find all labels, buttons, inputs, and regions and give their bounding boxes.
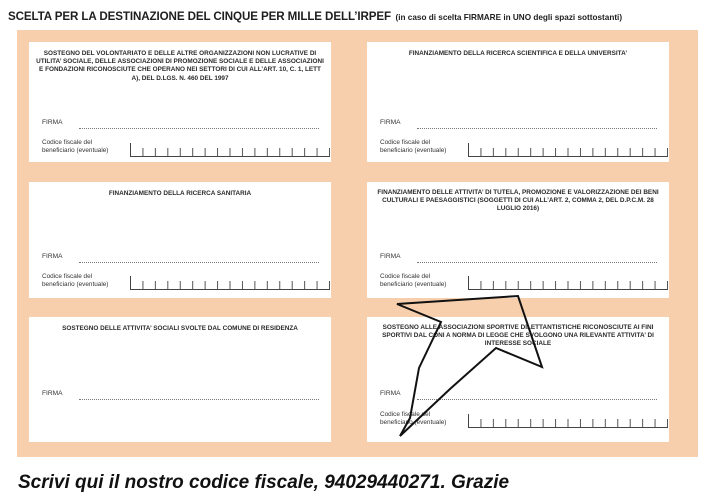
box-ricerca-scientifica: [367, 42, 669, 162]
box-comune-residenza: [29, 317, 331, 442]
form-title: [8, 7, 713, 25]
box-title: FINANZIAMENTO DELLA RICERCA SANITARIA: [108, 190, 252, 197]
box-title: SOSTEGNO DELLE ATTIVITA’ SOCIALI SVOLTE DAL COMUNE DI RESIDENZA: [62, 325, 298, 332]
firma-label: FIRMA: [380, 119, 401, 126]
codice-fiscale-input[interactable]: [130, 143, 330, 157]
firma-signature-line[interactable]: [79, 128, 319, 129]
codice-fiscale-label: Codice fiscale del beneficiario (eventuale): [380, 139, 447, 154]
codice-fiscale-input[interactable]: [468, 143, 668, 157]
firma-signature-line[interactable]: [79, 399, 319, 400]
codice-fiscale-label: Codice fiscale del beneficiario (eventuale): [42, 273, 109, 288]
codice-fiscale-input[interactable]: [468, 276, 668, 290]
box-beni-culturali: [367, 182, 669, 298]
form-title-main: SCELTA PER LA DESTINAZIONE DEL CINQUE PER MILLE DELL’IRPEF: [8, 10, 392, 23]
codice-fiscale-input[interactable]: [130, 276, 330, 290]
box-title: SOSTEGNO DEL VOLONTARIATO E DELLE ALTRE ORGANIZZAZIONI NON LUCRATIVE DI UTILITA’ SOCIALE, DELLE ASSOCIAZIONI DI PROMOZIONE SOCIALE E DELLE ASSOCIAZIONI E FONDAZIONI RICONOSCIUTE CHE OPERANO NEI SETTORI DI CUI ALL’ART. 10, C. 1, LETT A), DEL D.LGS. N. 460 DEL 1997: [36, 50, 324, 82]
firma-signature-line[interactable]: [417, 399, 657, 400]
codice-fiscale-input[interactable]: [468, 414, 668, 428]
box-title: SOSTEGNO ALLE ASSOCIAZIONI SPORTIVE DILETTANTISTICHE RICONOSCIUTE AI FINI SPORTIVI DAL CONI A NORMA DI LEGGE CHE SVOLGONO UNA RILEVANTE ATTIVITA’ DI INTERESSE SOCIALE: [382, 324, 654, 348]
form-title-note: (in caso di scelta FIRMARE in UNO degli spazi sottostanti): [395, 13, 623, 22]
footer-message: Scrivi qui il nostro codice fiscale, 94029440271. Grazie: [18, 472, 510, 493]
firma-label: FIRMA: [42, 390, 63, 397]
firma-signature-line[interactable]: [79, 262, 319, 263]
firma-signature-line[interactable]: [417, 262, 657, 263]
firma-label: FIRMA: [42, 253, 63, 260]
choice-panel: [17, 30, 698, 457]
codice-fiscale-label: Codice fiscale del beneficiario (eventuale): [380, 273, 447, 288]
codice-fiscale-label: Codice fiscale del beneficiario (eventuale): [380, 411, 447, 426]
box-ricerca-sanitaria: [29, 182, 331, 298]
box-title: FINANZIAMENTO DELLE ATTIVITA’ DI TUTELA, PROMOZIONE E VALORIZZAZIONE DEI BENI CULTURALI E PAESAGGISTICI (SOGGETTI DI CUI ALL’ART. 2, COMMA 2, DEL D.P.C.M. 28 LUGLIO 2016): [377, 189, 659, 213]
firma-signature-line[interactable]: [417, 128, 657, 129]
firma-label: FIRMA: [42, 119, 63, 126]
codice-fiscale-label: Codice fiscale del beneficiario (eventuale): [42, 139, 109, 154]
box-associazioni-sportive: [367, 317, 669, 442]
box-title: FINANZIAMENTO DELLA RICERCA SCIENTIFICA E DELLA UNIVERSITA’: [408, 50, 628, 57]
firma-label: FIRMA: [380, 253, 401, 260]
firma-label: FIRMA: [380, 390, 401, 397]
box-volontariato: [29, 42, 331, 162]
